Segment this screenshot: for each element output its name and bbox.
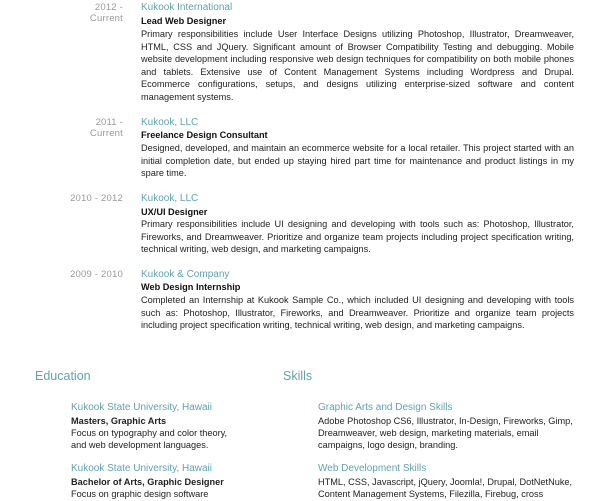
experience-role: Lead Web Designer [141, 16, 227, 26]
skills-line: Content Management Systems, Filezilla, Firebug, cross [318, 489, 544, 499]
experience-company: Kukook & Company [141, 269, 230, 280]
experience-period: 2009 - 2010 [70, 269, 123, 280]
education-school: Kukook State University, Hawaii [71, 402, 212, 413]
experience-description: Primary responsibilities include UI designing and developing with tools such as: Photoshop, Illustrator, Fireworks, and Dreamweaver. Prioritize and organize team projects including project specification writing, technical writing, web design, and marketing campaigns. [141, 219, 574, 254]
experience-description: Completed an Internship at Kukook Sample Co., which included UI designing and developing with tools such as: Photoshop, Illustrator, Fireworks, and Dreamweaver. Prioritize and organize team projects including project specification writing, technical writing, web design, and marketing campaigns. [141, 295, 574, 330]
experience-period: 2010 - 2012 [70, 193, 123, 204]
skills-line: Dreamweaver, web design, marketing materials, email [318, 428, 539, 438]
education-line: Focus on graphic design software [71, 489, 209, 499]
education-degree: Masters, Graphic Arts [71, 416, 167, 426]
experience-period: 2011 - Current [89, 117, 123, 139]
skills-line: HTML, CSS, Javascript, jQuery, Joomla!, Drupal, DotNetNuke, [318, 477, 573, 487]
education-school: Kukook State University, Hawaii [71, 463, 212, 474]
experience-description: Primary responsibilities include User Interface Designs utilizing Photoshop, Illustrator, Dreamweaver, HTML, CSS and JQuery. Significant amount of Browser Compatibility Testing and debugging. Mobile website development including responsive web design techniques for compatibility on both mobile phones and tablets. Extensive use of Content Management Systems including Wordpress and Drupal. Ecommerce configurations, setups, and designs utilizing enterprise-sized software and content management systems. [141, 29, 574, 102]
skills-title: Graphic Arts and Design Skills [318, 402, 453, 413]
education-degree: Bachelor of Arts, Graphic Designer [71, 477, 224, 487]
experience-role: Freelance Design Consultant [141, 130, 268, 140]
experience-period: 2012 - Current [89, 2, 123, 24]
experience-company: Kukook International [141, 2, 233, 13]
education-line: Focus on typography and color theory, [71, 428, 228, 438]
experience-company: Kukook, LLC [141, 117, 199, 128]
experience-role: Web Design Internship [141, 282, 241, 292]
skills-line: campaigns, logo design, branding. [318, 440, 458, 450]
experience-company: Kukook, LLC [141, 193, 199, 204]
skills-line: Adobe Photoshop CS6, Illustrator, In-Design, Fireworks, Gimp, [318, 416, 573, 426]
education-line: and web development languages. [71, 440, 209, 450]
skills-title: Web Development Skills [318, 463, 427, 474]
experience-role: UX/UI Designer [141, 207, 208, 217]
experience-description: Designed, developed, and maintain an ecommerce website for a local retailer. This project started with an initial completion date, but ended up staying hired part time for maintenance and product listings in my spare time. [141, 143, 574, 178]
education-heading: Education [35, 369, 91, 383]
skills-heading: Skills [283, 369, 313, 383]
